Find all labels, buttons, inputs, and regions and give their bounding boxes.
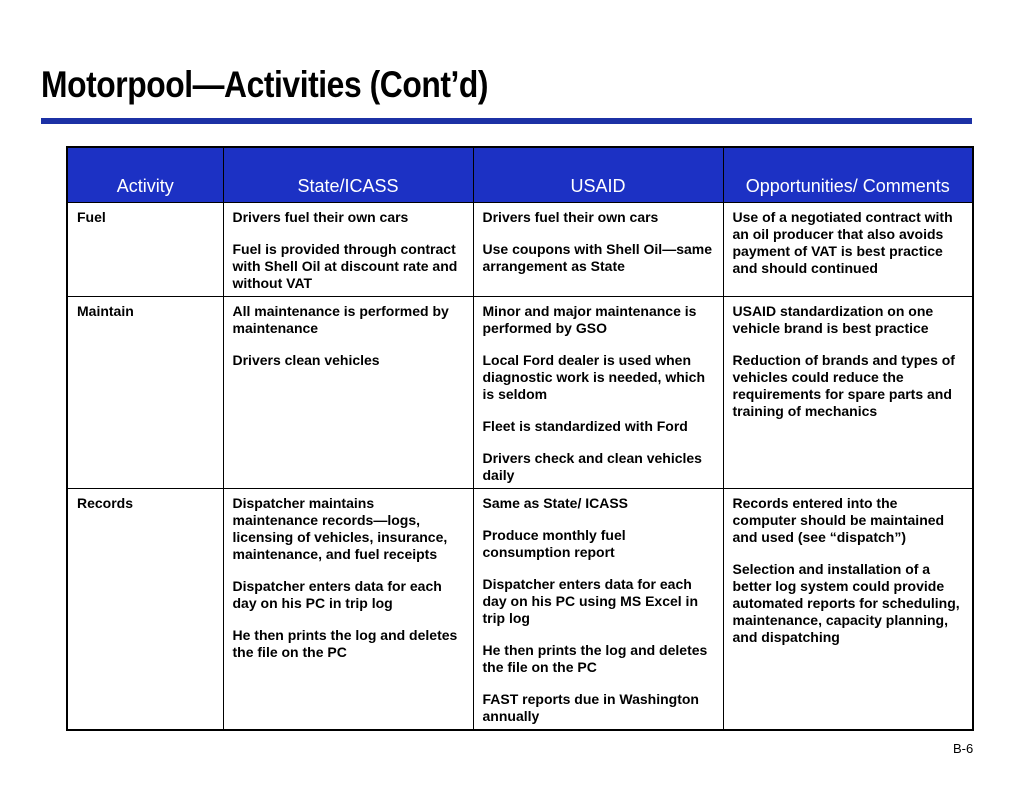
page-number: B-6 — [953, 741, 974, 756]
table-row — [67, 203, 973, 297]
title-divider — [41, 118, 972, 124]
header-state-icass: State/ICASS — [223, 147, 473, 203]
cell-item: Produce monthly fuel consumption report — [482, 527, 626, 560]
cell-item: All maintenance is performed by maintenance — [232, 303, 449, 336]
cell-item: Drivers fuel their own cars — [232, 209, 409, 225]
cell-item: FAST reports due in Washington annually — [482, 691, 699, 724]
comments-cell — [723, 489, 973, 731]
cell-item: Local Ford dealer is used when diagnostic work is needed, which is seldom — [482, 352, 705, 402]
comments-cell — [723, 297, 973, 489]
cell-item: Drivers check and clean vehicles daily — [482, 450, 702, 483]
header-usaid: USAID — [473, 147, 723, 203]
state-icass-cell — [223, 203, 473, 297]
header-activity: Activity — [67, 147, 223, 203]
cell-item: Drivers clean vehicles — [232, 352, 380, 368]
activity-cell: Records — [67, 489, 223, 731]
table-row — [67, 297, 973, 489]
cell-item: Dispatcher maintains maintenance records—logs, licensing of vehicles, insurance, maintenance, and fuel receipts — [232, 495, 448, 562]
cell-item: Selection and installation of a better log system could provide automated reports for scheduling, maintenance, capacity planning, and dispatching — [732, 561, 960, 645]
cell-item: He then prints the log and deletes the file on the PC — [482, 642, 708, 675]
usaid-cell — [473, 203, 723, 297]
cell-item: Records entered into the computer should be maintained and used (see “dispatch”) — [732, 495, 945, 545]
activities-table — [66, 146, 974, 731]
cell-item: He then prints the log and deletes the file on the PC — [232, 627, 458, 660]
comments-cell — [723, 203, 973, 297]
state-icass-cell — [223, 297, 473, 489]
page-title: Motorpool—Activities (Cont’d) — [41, 64, 489, 105]
cell-item: Drivers fuel their own cars — [482, 209, 659, 225]
usaid-cell — [473, 297, 723, 489]
activity-cell: Maintain — [67, 297, 223, 489]
cell-item: USAID standardization on one vehicle brand is best practice — [732, 303, 934, 336]
cell-item: Use coupons with Shell Oil—same arrangement as State — [482, 241, 712, 274]
cell-item: Fleet is standardized with Ford — [482, 418, 688, 434]
table-row — [67, 489, 973, 731]
cell-item: Minor and major maintenance is performed by GSO — [482, 303, 697, 336]
cell-item: Dispatcher enters data for each day on his PC using MS Excel in trip log — [482, 576, 698, 626]
usaid-cell — [473, 489, 723, 731]
activity-cell: Fuel — [67, 203, 223, 297]
cell-item: Fuel is provided through contract with Shell Oil at discount rate and without VAT — [232, 241, 458, 291]
cell-item: Same as State/ ICASS — [482, 495, 629, 511]
cell-item: Dispatcher enters data for each day on his PC in trip log — [232, 578, 442, 611]
state-icass-cell — [223, 489, 473, 731]
table-header-row — [67, 147, 973, 203]
cell-item: Reduction of brands and types of vehicles could reduce the requirements for spare parts and training of mechanics — [732, 352, 955, 419]
cell-item: Use of a negotiated contract with an oil producer that also avoids payment of VAT is best practice and should continued — [732, 209, 953, 276]
header-opportunities-comments: Opportunities/ Comments — [723, 147, 973, 203]
